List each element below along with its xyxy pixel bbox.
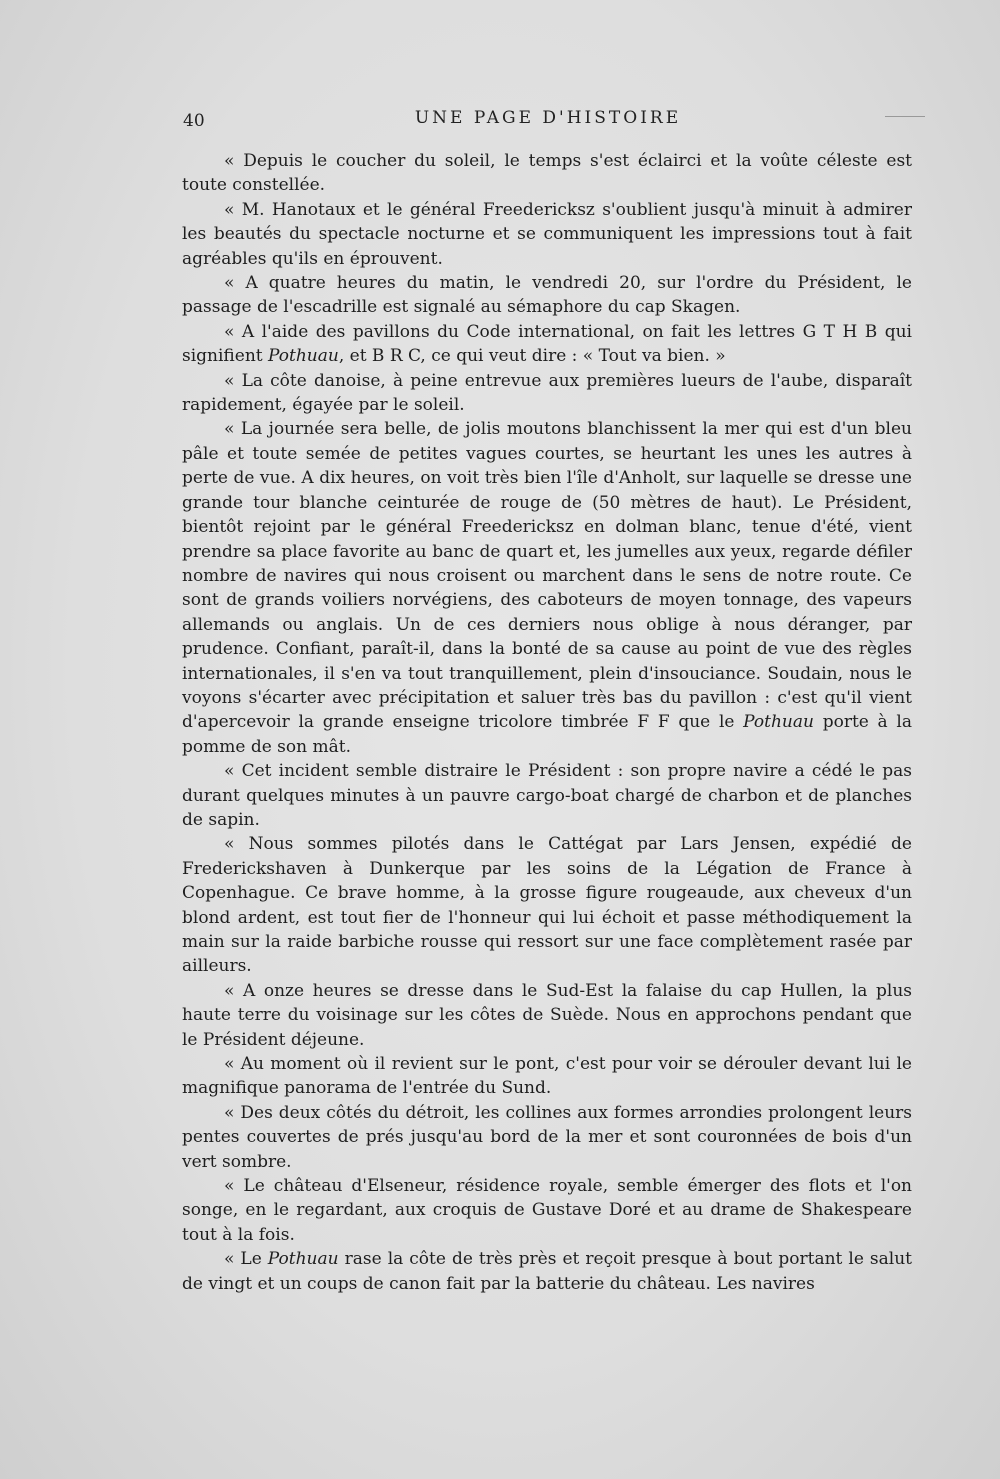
text-run: « Depuis le coucher du soleil, le temps s'est éclairci et la voûte céleste est toute constellée. — [182, 151, 912, 196]
paragraph — [182, 320, 912, 369]
italic-text: Pothuau — [267, 1249, 339, 1270]
paragraph — [182, 271, 912, 320]
paragraph — [182, 832, 912, 978]
paragraph — [182, 1174, 912, 1247]
paragraph — [182, 979, 912, 1052]
text-run: « Le — [224, 1249, 268, 1270]
text-run: « La côte danoise, à peine entrevue aux premières lueurs de l'aube, disparaît rapidement, égayée par le soleil. — [182, 370, 912, 416]
italic-text: Pothuau — [268, 346, 339, 367]
text-run: rase la côte de très près et reçoit presque à bout portant le salut de vingt et un coups de canon fait par la batterie du château. Les navires — [182, 1249, 912, 1294]
text-run: « La journée sera belle, de jolis moutons blanchissent la mer qui est d'un bleu pâle et toute semée de petites vagues courtes, se heurtant les unes les autres à perte de vue. A dix heures, on voit très bien l'île d'Anholt, sur laquelle se dresse une grande tour blanche ceinturée de rouge de (50 mètres de haut). Le Président, bientôt rejoint par le général Freedericksz en dolman blanc, tenue d'été, vient prendre sa place favorite au banc de quart et, les jumelles aux yeux, regarde défiler nombre de navires qui nous croisent ou marchent dans le sens de notre route. Ce sont de grands voiliers norvégiens, des caboteurs de moyen tonnage, des vapeurs allemands ou anglais. Un de ces derniers nous oblige à nous déranger, par prudence. Confiant, paraît-il, dans la bonté de sa cause au point de vue des règles internationales, il s'en va tout tranquillement, plein d'insouciance. Soudain, nous le voyons s'écarter avec précipitation et saluer très bas du pavillon : c'est qu'il vient d'apercevoir la grande enseigne tricolore timbrée F F que le — [182, 419, 912, 733]
paragraph — [182, 149, 912, 198]
text-run: « Le château d'Elseneur, résidence royale, semble émerger des flots et l'on songe, en le regardant, aux croquis de Gustave Doré et au drame de Shakespeare tout à la fois. — [182, 1176, 912, 1245]
paragraph — [182, 1052, 912, 1101]
running-title: UNE PAGE D'HISTOIRE — [414, 108, 682, 128]
text-run: « A quatre heures du matin, le vendredi 20, sur l'ordre du Président, le passage de l'escadrille est signalé au sémaphore du cap Skagen. — [182, 273, 912, 318]
text-body — [182, 149, 912, 1296]
text-run: « A onze heures se dresse dans le Sud-Est la falaise du cap Hullen, la plus haute terre du voisinage sur les côtes de Suède. Nous en approchons pendant que le Président déjeune. — [182, 980, 912, 1050]
paragraph — [182, 369, 912, 418]
header-rule — [885, 116, 925, 117]
text-run: porte à la pomme de son mât. — [182, 712, 912, 757]
text-run: « A l'aide des pavillons du Code international, on fait les lettres G T H B qui signifient — [182, 321, 912, 367]
page-number: 40 — [183, 111, 205, 131]
text-run: « Nous sommes pilotés dans le Cattégat par Lars Jensen, expédié de Frederickshaven à Dunkerque par les soins de la Légation de France à Copenhague. Ce brave homme, à la grosse figure rougeaude, aux cheveux d'un blond ardent, est tout fier de l'honneur qui lui échoit et passe méthodiquement la main sur la raide barbiche rousse qui ressort sur une face complètement rasée par ailleurs. — [182, 834, 912, 977]
italic-text: Pothuau — [743, 712, 814, 733]
text-run: « Des deux côtés du détroit, les collines aux formes arrondies prolongent leurs pentes couvertes de prés jusqu'au bord de la mer et sont couronnées de bois d'un vert sombre. — [182, 1102, 912, 1172]
paragraph — [182, 759, 912, 832]
paragraph — [182, 417, 912, 759]
paragraph — [182, 1247, 912, 1296]
paragraph — [182, 198, 912, 271]
text-run: « Cet incident semble distraire le Président : son propre navire a cédé le pas durant quelques minutes à un pauvre cargo-boat chargé de charbon et de planches de sapin. — [182, 761, 912, 830]
text-run: , et B R C, ce qui veut dire : « Tout va bien. » — [338, 346, 726, 367]
page-header — [183, 108, 913, 132]
text-run: « Au moment où il revient sur le pont, c'est pour voir se dérouler devant lui le magnifique panorama de l'entrée du Sund. — [182, 1054, 912, 1099]
paragraph — [182, 1101, 912, 1174]
text-run: « M. Hanotaux et le général Freedericksz s'oublient jusqu'à minuit à admirer les beautés du spectacle nocturne et se communiquent les impressions tout à fait agréables qu'ils en éprouvent. — [182, 199, 912, 269]
